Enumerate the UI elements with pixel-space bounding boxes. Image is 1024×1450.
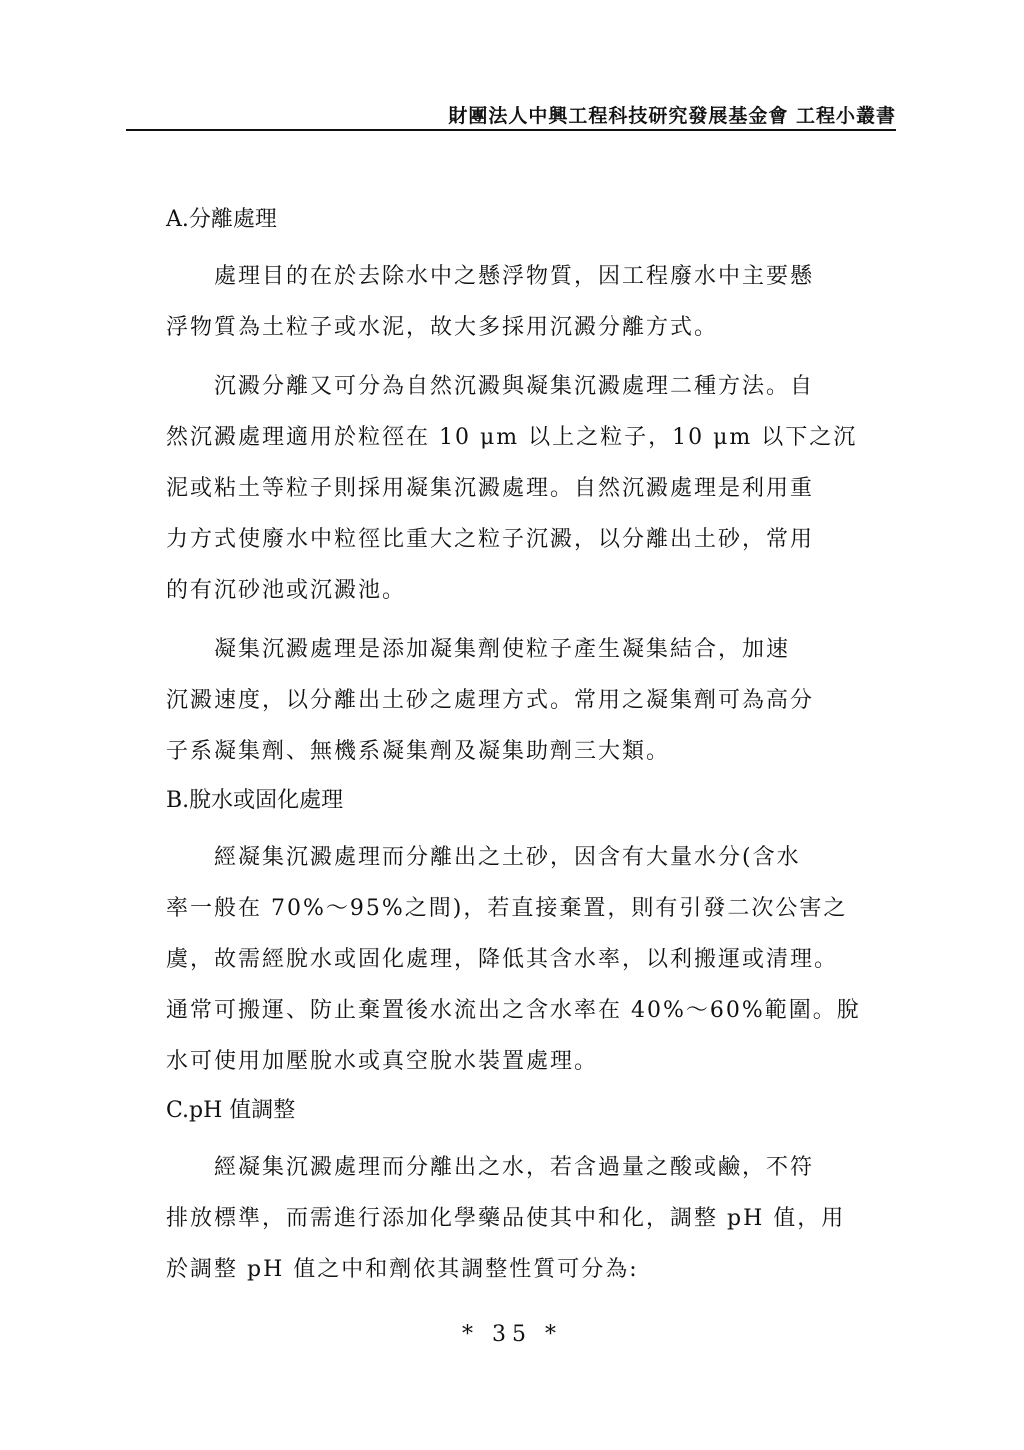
document-body [166, 200, 896, 1295]
text-line: 經凝集沉澱處理而分離出之水，若含過量之酸或鹼，不符 [166, 1155, 815, 1180]
text-line: 的有沉砂池或沉澱池。 [166, 578, 407, 603]
paragraph-c1 [166, 1142, 896, 1295]
text-line: 子系凝集劑、無機系凝集劑及凝集助劑三大類。 [166, 739, 671, 764]
text-line: 率一般在 70%～95%之間)，若直接棄置，則有引發二次公害之 [166, 896, 848, 921]
text-line: 凝集沉澱處理是添加凝集劑使粒子產生凝集結合，加速 [166, 637, 791, 662]
text-line: 然沉澱處理適用於粒徑在 10 μm 以上之粒子，10 μm 以下之沉 [166, 425, 858, 450]
section-heading-a: A.分離處理 [166, 207, 277, 232]
text-line: 沉澱速度，以分離出土砂之處理方式。常用之凝集劑可為高分 [166, 688, 815, 713]
text-line: 排放標準，而需進行添加化學藥品使其中和化，調整 pH 值，用 [166, 1206, 846, 1231]
header-divider [126, 129, 896, 131]
section-heading-c: C.pH 值調整 [166, 1098, 296, 1123]
section-heading-b: B.脫水或固化處理 [166, 788, 344, 813]
text-line: 浮物質為土粒子或水泥，故大多採用沉澱分離方式。 [166, 315, 719, 340]
text-line: 力方式使廢水中粒徑比重大之粒子沉澱，以分離出土砂，常用 [166, 527, 815, 552]
paragraph-a3 [166, 624, 896, 777]
paragraph-a1 [166, 251, 896, 353]
text-line: 虞，故需經脫水或固化處理，降低其含水率，以利搬運或清理。 [166, 947, 839, 972]
document-header-title: 財團法人中興工程科技研究發展基金會 工程小叢書 [448, 105, 896, 127]
paragraph-a2 [166, 361, 896, 616]
text-line: 經凝集沉澱處理而分離出之土砂，因含有大量水分(含水 [166, 845, 801, 870]
text-line: 沉澱分離又可分為自然沉澱與凝集沉澱處理二種方法。自 [166, 374, 815, 399]
text-line: 水可使用加壓脫水或真空脫水裝置處理。 [166, 1049, 599, 1074]
text-line: 處理目的在於去除水中之懸浮物質，因工程廢水中主要懸 [166, 264, 815, 289]
text-line: 泥或粘土等粒子則採用凝集沉澱處理。自然沉澱處理是利用重 [166, 476, 815, 501]
text-line: 通常可搬運、防止棄置後水流出之含水率在 40%～60%範圍。脫 [166, 998, 861, 1023]
paragraph-b1 [166, 832, 896, 1087]
text-line: 於調整 pH 值之中和劑依其調整性質可分為: [166, 1257, 639, 1282]
page-number: * 35 * [462, 1322, 562, 1347]
